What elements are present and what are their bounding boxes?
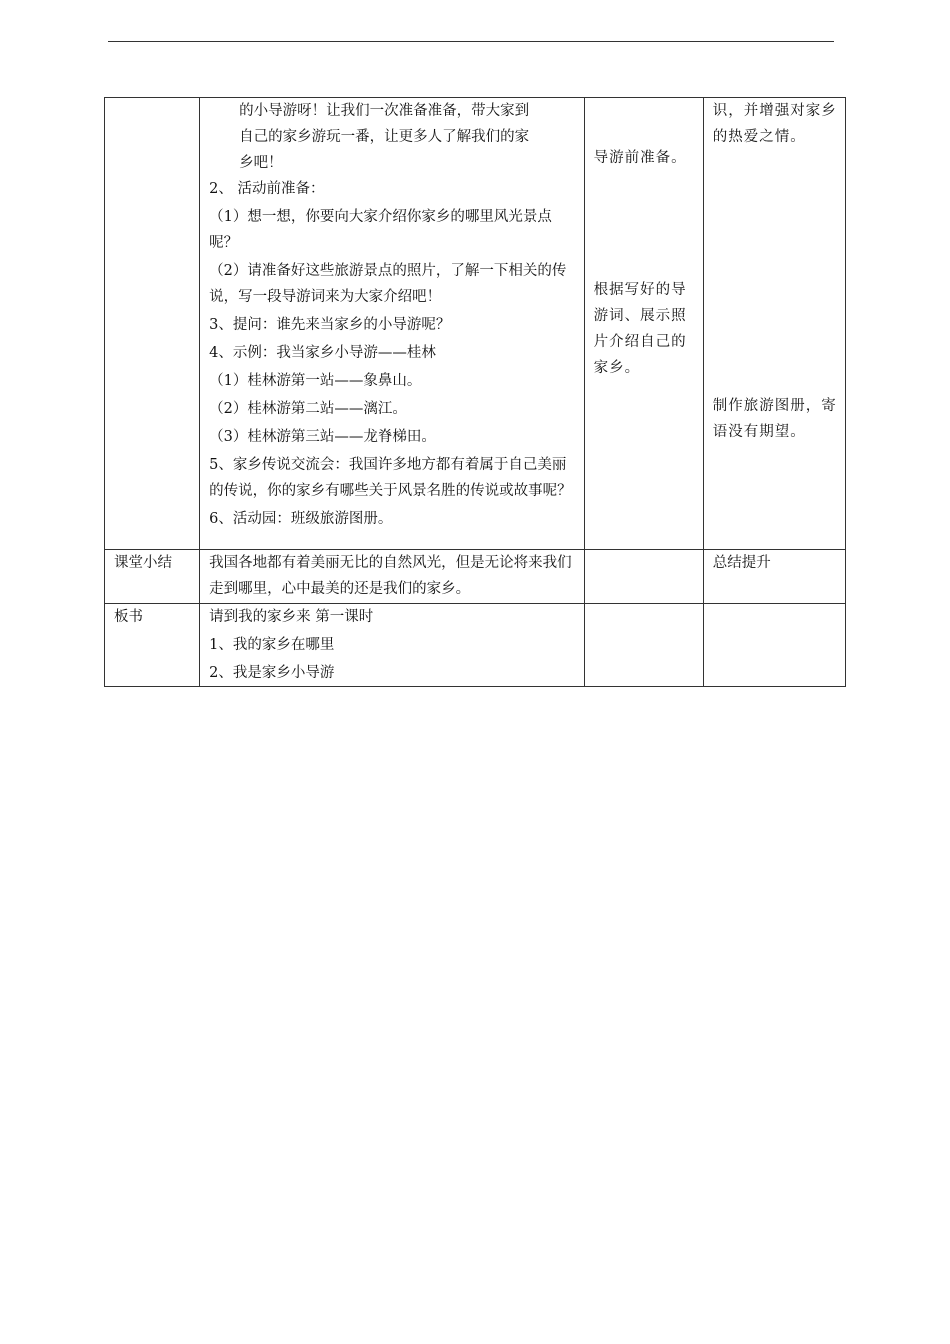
student-activity-cell [584,604,703,687]
table-row [105,98,846,550]
list-item: 4、示例：我当家乡小导游——桂林 [209,345,436,361]
intro-line: 的小导游呀！让我们一次准备准备，带大家到 [239,103,530,119]
blackboard-line: 请到我的家乡来 第一课时 [209,609,374,625]
content-cell [200,604,585,687]
table-row [105,550,846,604]
list-item: （1）想一想，你要向大家介绍你家乡的哪里风光景点呢？ [209,209,552,251]
student-activity-cell [584,98,703,550]
list-item: （2）桂林游第二站——漓江。 [209,401,407,417]
student-activity-text: 导游前准备。 [593,150,687,166]
student-activity-text: 根据写好的导游词、展示照片介绍自己的家乡。 [593,282,687,376]
list-item: 2、 活动前准备： [209,181,325,197]
table-row [105,604,846,687]
list-item: 5、家乡传说交流会：我国许多地方都有着属于自己美丽的传说，你的家乡有哪些关于风景名胜的传说或故事呢？ [209,457,572,499]
design-intent-cell: 总结提升 [703,550,845,604]
header-rule [108,41,834,42]
list-item: （2）请准备好这些旅游景点的照片，了解一下相关的传说，写一段导游词来为大家介绍吧！ [209,263,567,305]
row-label-cell: 板书 [105,604,200,687]
row-label-cell [105,98,200,550]
intro-line: 自己的家乡游玩一番，让更多人了解我们的家 [239,129,530,145]
list-item: （1）桂林游第一站——象鼻山。 [209,373,422,389]
row-label-cell: 课堂小结 [105,550,200,604]
design-intent-text: 制作旅游图册，寄语没有期望。 [712,398,837,440]
content-cell [200,98,585,550]
student-activity-cell [584,550,703,604]
content-cell: 我国各地都有着美丽无比的自然风光，但是无论将来我们走到哪里，心中最美的还是我们的家乡。 [200,550,585,604]
lesson-plan-table [104,97,846,687]
list-item: 6、活动园：班级旅游图册。 [209,511,393,527]
list-item: （3）桂林游第三站——龙脊梯田。 [209,429,436,445]
blackboard-line: 2、我是家乡小导游 [209,665,335,681]
list-item: 3、提问：谁先来当家乡的小导游呢？ [209,317,451,333]
design-intent-cell [703,604,845,687]
design-intent-cell [703,98,845,550]
intro-line: 乡吧！ [239,155,283,171]
design-intent-text: 识，并增强对家乡的热爱之情。 [712,103,837,145]
blackboard-line: 1、我的家乡在哪里 [209,637,335,653]
